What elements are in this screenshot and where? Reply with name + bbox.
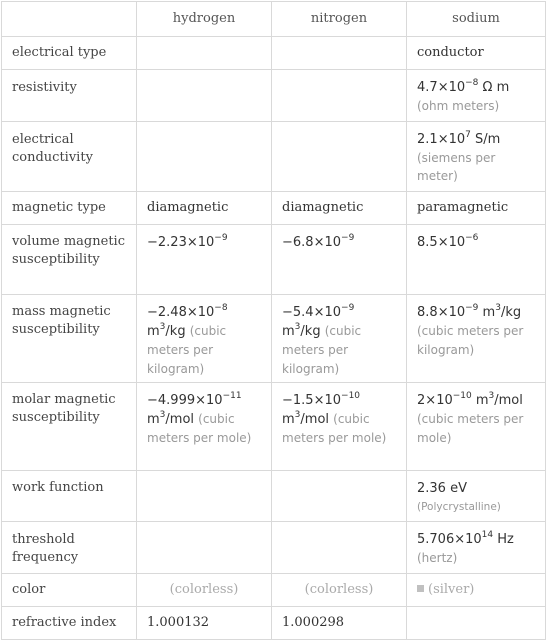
row-work-function [2, 471, 546, 522]
header-corner [2, 2, 137, 37]
row-magnetic-type [2, 192, 546, 225]
silver-swatch [417, 585, 424, 592]
cell-value: $2.1\times 10^7$ S/m (siemens per meter) [407, 122, 546, 192]
header-nitrogen: nitrogen [272, 2, 407, 37]
cell-value: $8.5\times 10^{-6}$ [407, 225, 546, 295]
row-refractive-index [2, 607, 546, 640]
row-label: work function [2, 471, 137, 522]
cell-value: (colorless) [137, 574, 272, 607]
header-sodium: sodium [407, 2, 546, 37]
row-label: magnetic type [2, 192, 137, 225]
cell-value: (silver) [407, 574, 546, 607]
cell-empty [272, 122, 407, 192]
cell-empty [137, 471, 272, 522]
cell-value: paramagnetic [407, 192, 546, 225]
cell-empty [137, 122, 272, 192]
cell-value: $-4.999\times 10^{-11}$ $m^3$/mol (cubic meters per mole) [137, 383, 272, 471]
cell-value: $5.706\times 10^{14}$ Hz (hertz) [407, 522, 546, 574]
cell-value: 1.000298 [272, 607, 407, 640]
cell-value: $-2.23\times 10^{-9}$ [137, 225, 272, 295]
cell-empty [137, 70, 272, 122]
cell-empty [272, 37, 407, 70]
cell-value: 2.36 eV (Polycrystalline) [407, 471, 546, 522]
cell-empty [272, 70, 407, 122]
cell-empty [272, 522, 407, 574]
row-label: resistivity [2, 70, 137, 122]
row-label: electrical conductivity [2, 122, 137, 192]
row-electrical-type [2, 37, 546, 70]
cell-value: $-2.48\times 10^{-8}$ $m^3/kg$ (cubic meters per kilogram) [137, 295, 272, 383]
cell-value: $2\times 10^{-10}$ $m^3$/mol (cubic meters per mole) [407, 383, 546, 471]
row-label: volume magnetic susceptibility [2, 225, 137, 295]
cell-empty [272, 471, 407, 522]
row-threshold-frequency [2, 522, 546, 574]
cell-value: $8.8\times 10^{-9}$ $m^3/kg$ (cubic meters per kilogram) [407, 295, 546, 383]
cell-value: (colorless) [272, 574, 407, 607]
row-label: refractive index [2, 607, 137, 640]
cell-value: $4.7\times 10^{-8}$ Ω m (ohm meters) [407, 70, 546, 122]
row-resistivity [2, 70, 546, 122]
row-mass-susceptibility [2, 295, 546, 383]
cell-value: conductor [407, 37, 546, 70]
row-label: color [2, 574, 137, 607]
properties-table [1, 1, 546, 640]
row-label: threshold frequency [2, 522, 137, 574]
row-label: molar magnetic susceptibility [2, 383, 137, 471]
row-label: electrical type [2, 37, 137, 70]
cell-value: $-1.5\times 10^{-10}$ $m^3$/mol (cubic meters per mole) [272, 383, 407, 471]
row-label: mass magnetic susceptibility [2, 295, 137, 383]
cell-empty [137, 37, 272, 70]
cell-value: diamagnetic [137, 192, 272, 225]
cell-value: $-6.8\times 10^{-9}$ [272, 225, 407, 295]
row-color [2, 574, 546, 607]
header-row [2, 2, 546, 37]
cell-value: 1.000132 [137, 607, 272, 640]
header-hydrogen: hydrogen [137, 2, 272, 37]
cell-value: $-5.4\times 10^{-9}$ $m^3/kg$ (cubic meters per kilogram) [272, 295, 407, 383]
cell-value: diamagnetic [272, 192, 407, 225]
row-molar-susceptibility [2, 383, 546, 471]
cell-empty [137, 522, 272, 574]
row-conductivity [2, 122, 546, 192]
cell-empty [407, 607, 546, 640]
row-volume-susceptibility [2, 225, 546, 295]
